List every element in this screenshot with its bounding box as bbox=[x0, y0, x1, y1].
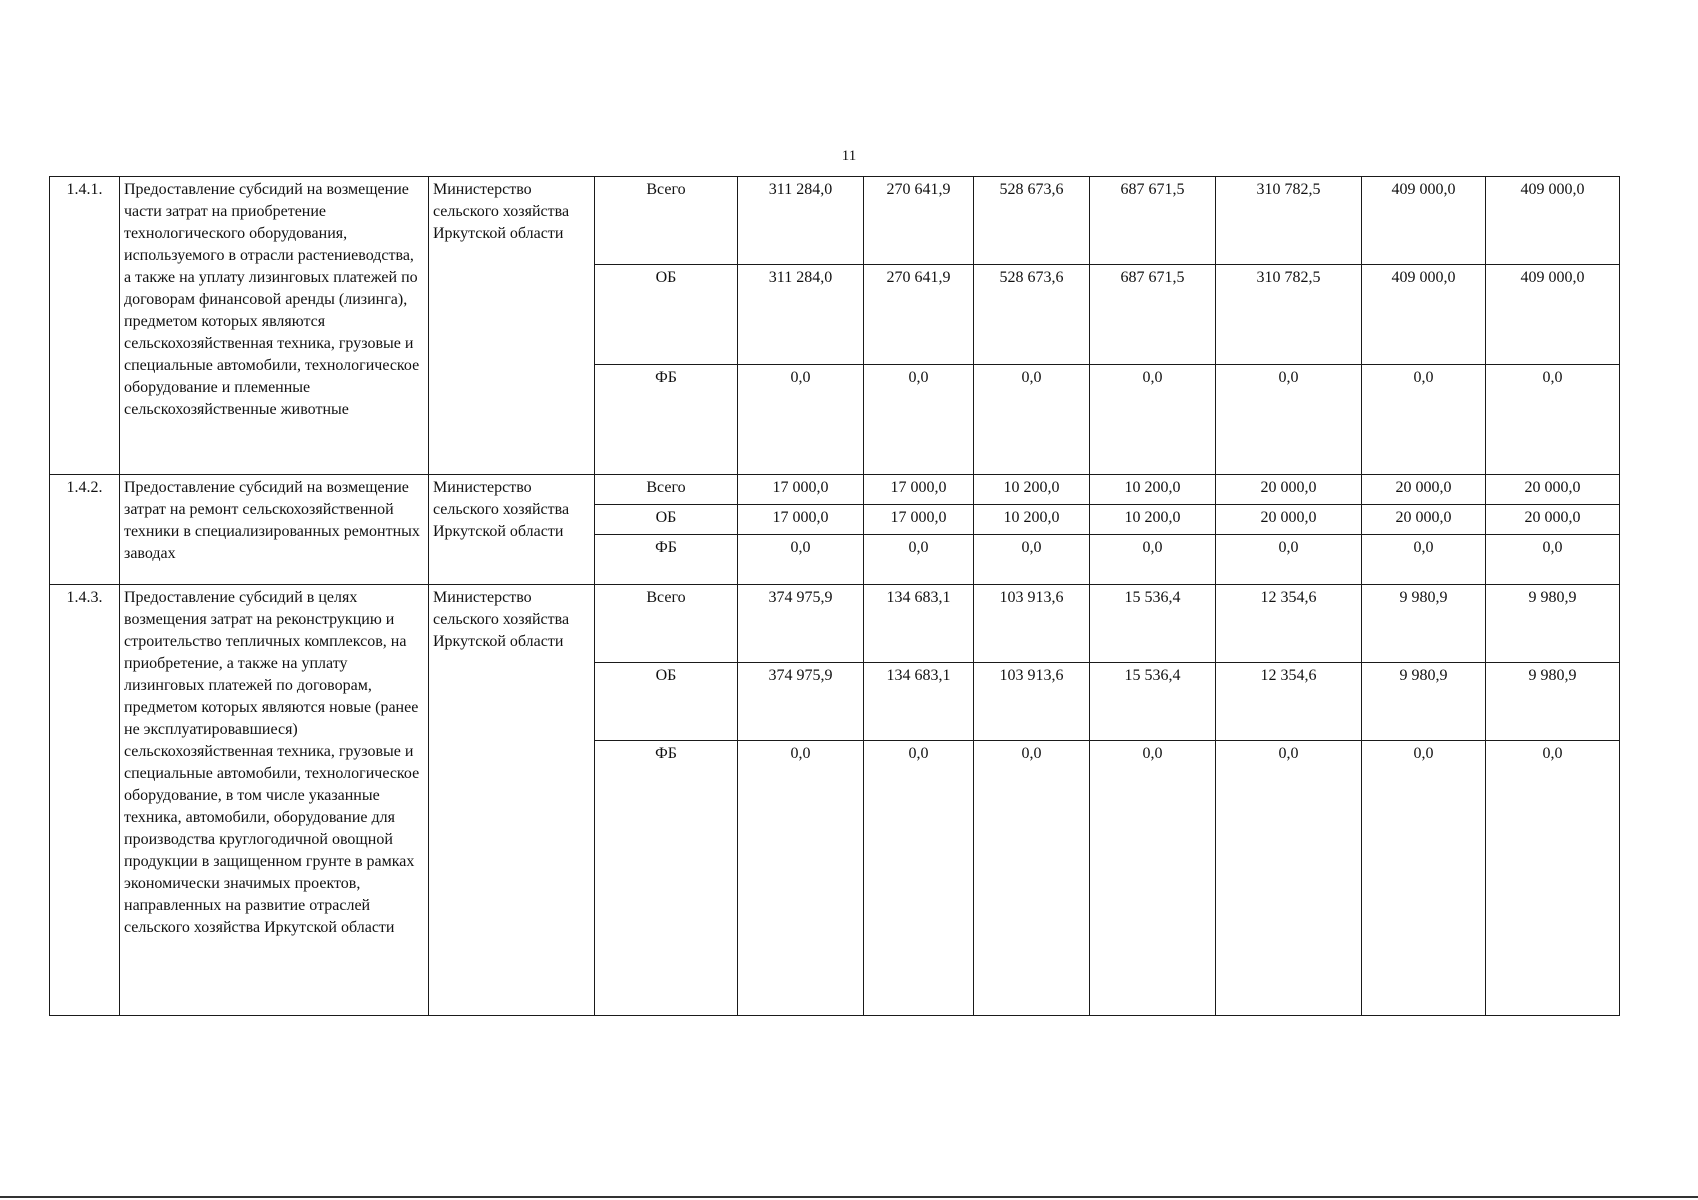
amount-cell: 409 000,0 bbox=[1362, 265, 1486, 365]
amount-cell: 311 284,0 bbox=[738, 265, 864, 365]
amount-cell: 103 913,6 bbox=[974, 663, 1090, 741]
funding-source: ОБ bbox=[595, 265, 738, 365]
amount-cell: 374 975,9 bbox=[738, 663, 864, 741]
amount-cell: 270 641,9 bbox=[864, 177, 974, 265]
budget-table bbox=[49, 176, 1620, 1016]
amount-cell: 134 683,1 bbox=[864, 585, 974, 663]
amount-cell: 528 673,6 bbox=[974, 177, 1090, 265]
amount-cell: 9 980,9 bbox=[1362, 663, 1486, 741]
amount-cell: 0,0 bbox=[1216, 741, 1362, 1016]
amount-cell: 409 000,0 bbox=[1486, 265, 1620, 365]
amount-cell: 17 000,0 bbox=[738, 475, 864, 505]
amount-cell: 20 000,0 bbox=[1486, 505, 1620, 535]
amount-cell: 0,0 bbox=[738, 365, 864, 475]
funding-source: ОБ bbox=[595, 663, 738, 741]
amount-cell: 0,0 bbox=[1216, 365, 1362, 475]
activity-name: Предоставление субсидий в целях возмещения затрат на реконструкцию и строительство тепличных комплексов, на приобретение, а также на уплату лизинговых платежей по договорам, предметом которых являются новые (ранее не эксплуатировавшиеся) сельскохозяйственная техника, грузовые и специальные автомобили, технологическое оборудование, в том числе указанные техника, автомобили, оборудование для производства круглогодичной овощной продукции в защищенном грунте в рамках экономически значимых проектов, направленных на развитие отраслей сельского хозяйства Иркутской области bbox=[120, 585, 429, 1016]
amount-cell: 10 200,0 bbox=[974, 505, 1090, 535]
amount-cell: 20 000,0 bbox=[1362, 505, 1486, 535]
bottom-rule bbox=[0, 1196, 1698, 1198]
amount-cell: 0,0 bbox=[974, 365, 1090, 475]
amount-cell: 0,0 bbox=[864, 741, 974, 1016]
activity-name: Предоставление субсидий на возмещение части затрат на приобретение технологического оборудования, используемого в отрасли растениеводства, а также на уплату лизинговых платежей по договорам финансовой аренды (лизинга), предметом которых являются сельскохозяйственная техника, грузовые и специальные автомобили, технологическое оборудование и племенные сельскохозяйственные животные bbox=[120, 177, 429, 475]
amount-cell: 15 536,4 bbox=[1090, 585, 1216, 663]
amount-cell: 374 975,9 bbox=[738, 585, 864, 663]
amount-cell: 17 000,0 bbox=[738, 505, 864, 535]
amount-cell: 687 671,5 bbox=[1090, 265, 1216, 365]
funding-source: ФБ bbox=[595, 535, 738, 585]
executor: Министерство сельского хозяйства Иркутской области bbox=[429, 585, 595, 1016]
amount-cell: 10 200,0 bbox=[974, 475, 1090, 505]
funding-source: ФБ bbox=[595, 741, 738, 1016]
table-row bbox=[50, 585, 1620, 663]
amount-cell: 15 536,4 bbox=[1090, 663, 1216, 741]
amount-cell: 0,0 bbox=[974, 535, 1090, 585]
row-number: 1.4.1. bbox=[50, 177, 120, 475]
amount-cell: 0,0 bbox=[1090, 365, 1216, 475]
amount-cell: 103 913,6 bbox=[974, 585, 1090, 663]
amount-cell: 20 000,0 bbox=[1216, 505, 1362, 535]
amount-cell: 134 683,1 bbox=[864, 663, 974, 741]
amount-cell: 0,0 bbox=[1362, 535, 1486, 585]
amount-cell: 0,0 bbox=[1486, 741, 1620, 1016]
amount-cell: 20 000,0 bbox=[1216, 475, 1362, 505]
amount-cell: 310 782,5 bbox=[1216, 177, 1362, 265]
amount-cell: 0,0 bbox=[738, 535, 864, 585]
amount-cell: 0,0 bbox=[864, 535, 974, 585]
amount-cell: 270 641,9 bbox=[864, 265, 974, 365]
funding-source: Всего bbox=[595, 177, 738, 265]
amount-cell: 9 980,9 bbox=[1362, 585, 1486, 663]
amount-cell: 9 980,9 bbox=[1486, 663, 1620, 741]
executor: Министерство сельского хозяйства Иркутской области bbox=[429, 475, 595, 585]
amount-cell: 528 673,6 bbox=[974, 265, 1090, 365]
amount-cell: 10 200,0 bbox=[1090, 475, 1216, 505]
funding-source: ФБ bbox=[595, 365, 738, 475]
amount-cell: 0,0 bbox=[1216, 535, 1362, 585]
amount-cell: 17 000,0 bbox=[864, 475, 974, 505]
amount-cell: 0,0 bbox=[1090, 741, 1216, 1016]
amount-cell: 0,0 bbox=[864, 365, 974, 475]
amount-cell: 0,0 bbox=[738, 741, 864, 1016]
row-number: 1.4.3. bbox=[50, 585, 120, 1016]
amount-cell: 12 354,6 bbox=[1216, 663, 1362, 741]
amount-cell: 20 000,0 bbox=[1362, 475, 1486, 505]
activity-name: Предоставление субсидий на возмещение затрат на ремонт сельскохозяйственной техники в специализированных ремонтных заводах bbox=[120, 475, 429, 585]
amount-cell: 20 000,0 bbox=[1486, 475, 1620, 505]
amount-cell: 0,0 bbox=[1362, 741, 1486, 1016]
table-row bbox=[50, 177, 1620, 265]
page-number: 11 bbox=[841, 148, 857, 164]
amount-cell: 311 284,0 bbox=[738, 177, 864, 265]
amount-cell: 17 000,0 bbox=[864, 505, 974, 535]
row-number: 1.4.2. bbox=[50, 475, 120, 585]
amount-cell: 409 000,0 bbox=[1362, 177, 1486, 265]
table-body bbox=[50, 177, 1620, 1016]
executor: Министерство сельского хозяйства Иркутской области bbox=[429, 177, 595, 475]
amount-cell: 409 000,0 bbox=[1486, 177, 1620, 265]
amount-cell: 0,0 bbox=[1362, 365, 1486, 475]
amount-cell: 310 782,5 bbox=[1216, 265, 1362, 365]
amount-cell: 9 980,9 bbox=[1486, 585, 1620, 663]
amount-cell: 0,0 bbox=[1486, 365, 1620, 475]
funding-source: Всего bbox=[595, 585, 738, 663]
funding-source: Всего bbox=[595, 475, 738, 505]
amount-cell: 687 671,5 bbox=[1090, 177, 1216, 265]
amount-cell: 12 354,6 bbox=[1216, 585, 1362, 663]
amount-cell: 0,0 bbox=[1090, 535, 1216, 585]
amount-cell: 0,0 bbox=[974, 741, 1090, 1016]
funding-source: ОБ bbox=[595, 505, 738, 535]
table-row bbox=[50, 475, 1620, 505]
amount-cell: 0,0 bbox=[1486, 535, 1620, 585]
amount-cell: 10 200,0 bbox=[1090, 505, 1216, 535]
